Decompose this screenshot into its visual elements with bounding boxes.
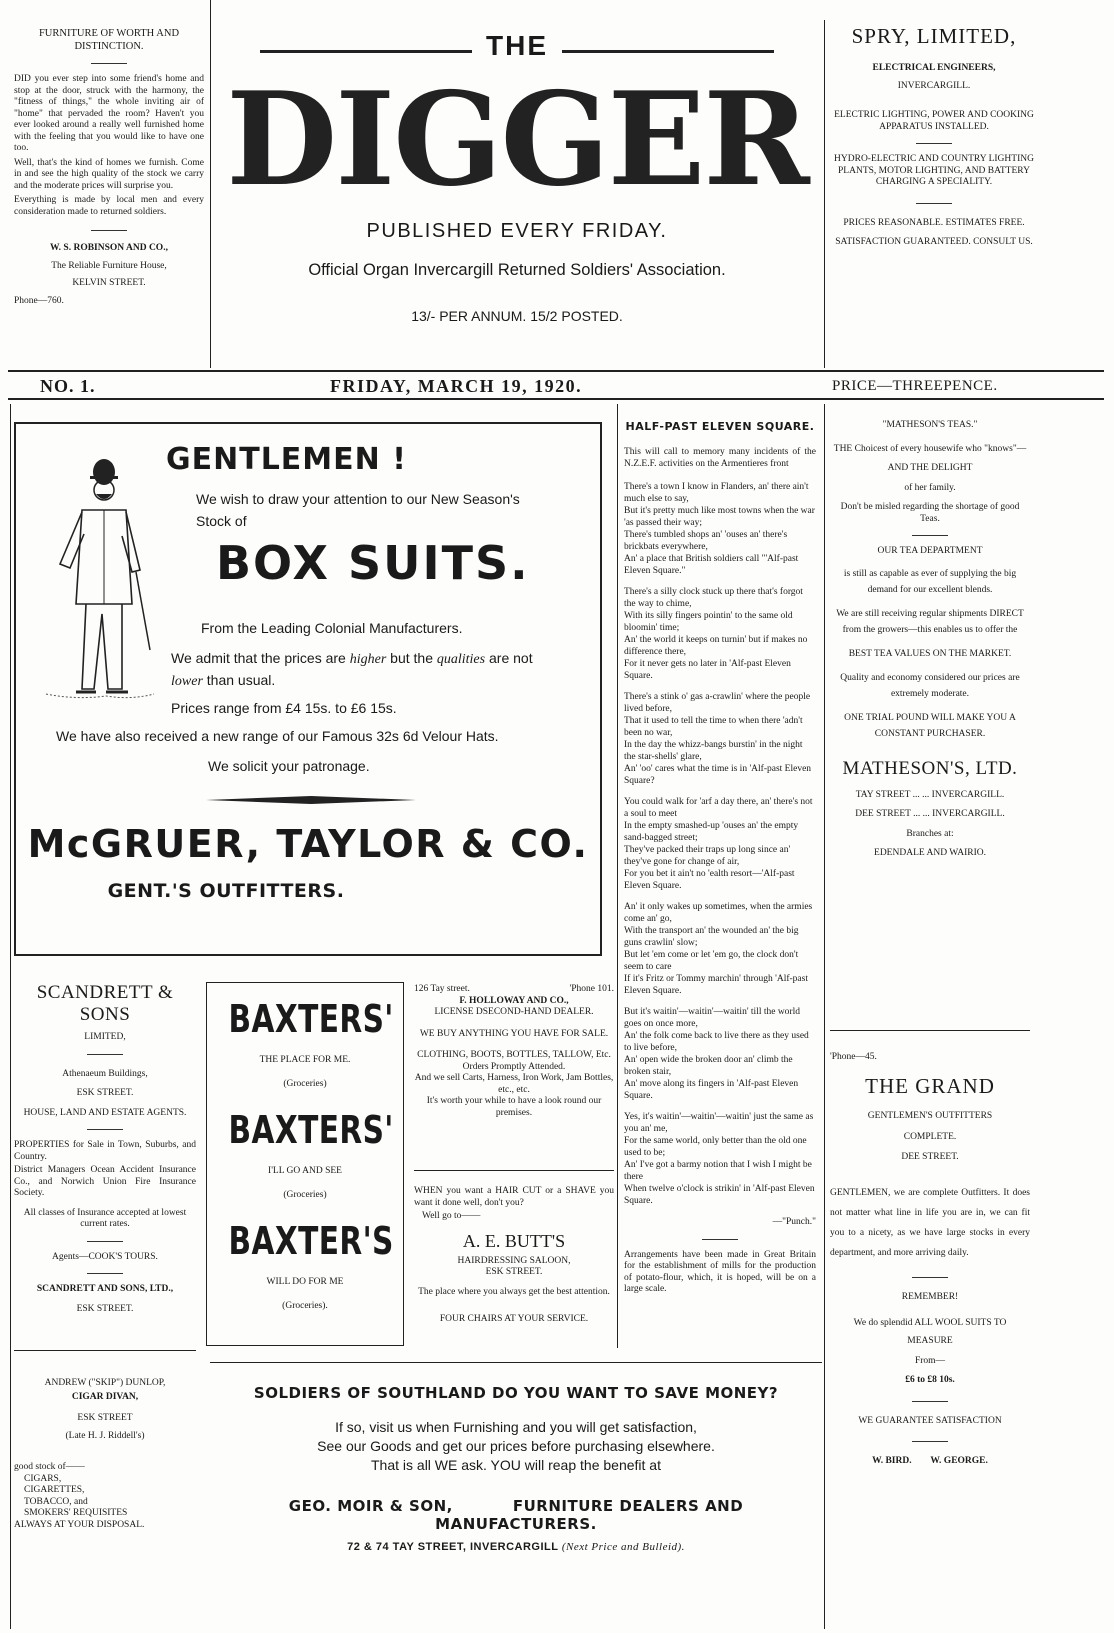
poem-line: When twelve o'clock is strikin' in 'Alf-past Eleven Square.: [624, 1184, 815, 1206]
grand-names: W. BIRD. W. GEORGE.: [872, 1456, 988, 1466]
furniture-phone: Phone—760.: [14, 295, 64, 306]
poem-credit: —"Punch.": [772, 1217, 816, 1227]
poem-line: There's tumbled shops an' 'ouses an' there's brickbats everywhere,: [624, 530, 788, 552]
poem-body: [624, 482, 816, 1207]
spry-p1: ELECTRIC LIGHTING, POWER AND COOKING APPARATUS INSTALLED.: [834, 110, 1034, 132]
spry-p2: HYDRO-ELECTRIC AND COUNTRY LIGHTING PLANTS, MOTOR LIGHTING, AND BATTERY CHARGING A SPECIALITY.: [834, 154, 1034, 187]
scandrett-p3: All classes of Insurance accepted at lowest current rates.: [23, 1207, 187, 1229]
mcgruer-line1: We wish to draw your attention to our New Season's Stock of: [196, 491, 520, 529]
baxters-groceries-3: (Groceries).: [282, 1300, 328, 1311]
grand-remember: REMEMBER!: [901, 1292, 959, 1302]
masthead-the: THE: [472, 30, 562, 61]
grand-guarantee: WE GUARANTEE SATISFACTION: [858, 1415, 1002, 1426]
poem-stanza: [624, 1112, 816, 1207]
masthead-price: 13/- PER ANNUM. 15/2 POSTED.: [411, 308, 623, 324]
poem-stanza: [624, 1007, 816, 1102]
section-rule: [414, 1170, 614, 1171]
poem-line: For it never gets no later in 'Alf-past Eleven Square.: [624, 659, 791, 681]
furniture-heading: FURNITURE OF WORTH AND DISTINCTION.: [38, 28, 180, 52]
grand-ad: [830, 1052, 1030, 1468]
mcgruer-firm: McGRUER, TAYLOR & CO.: [27, 822, 589, 866]
grand-p2: We do splendid ALL WOOL SUITS TO MEASURE: [853, 1317, 1007, 1346]
butt-sub: HAIRDRESSING SALOON,: [457, 1255, 571, 1266]
matheson-p8: BEST TEA VALUES ON THE MARKET.: [848, 648, 1012, 659]
mcgruer-line3: We admit that the prices are higher but the qualities are not lower than usual.: [171, 650, 533, 689]
mcgruer-line2: From the Leading Colonial Manufacturers.: [201, 620, 463, 636]
baxters-tag-1: THE PLACE FOR ME.: [259, 1055, 351, 1065]
butt-street: ESK STREET.: [485, 1267, 543, 1277]
spry-sub: ELECTRICAL ENGINEERS,: [872, 63, 996, 73]
poem-line: With the transport an' the wounded an' the big guns crawlin' slow;: [624, 926, 799, 948]
moir-l1: If so, visit us when Furnishing and you will get satisfaction,: [335, 1419, 697, 1435]
matheson-firm: MATHESON'S, LTD.: [842, 757, 1018, 779]
poem-line: An' a place that British soldiers call "'Alf-past Eleven Square.": [624, 554, 799, 576]
poem-stanza: [624, 797, 816, 892]
mcgruer-heading: GENTLEMEN !: [166, 442, 407, 477]
poem-line: But let 'em come or let 'em go, the clock don't seem to care: [624, 950, 799, 972]
matheson-p1: THE Choicest of every housewife who "knows"—: [833, 443, 1027, 454]
poem-stanza: [624, 902, 816, 997]
grand-sub: GENTLEMEN'S OUTFITTERS: [867, 1110, 993, 1121]
grand-sub2: COMPLETE.: [903, 1132, 957, 1142]
butt-p4: FOUR CHAIRS AT YOUR SERVICE.: [439, 1314, 589, 1324]
col-rule: [824, 404, 825, 1629]
scandrett-street2: ESK STREET.: [76, 1303, 134, 1314]
ornament-rule-icon: [206, 794, 416, 806]
butt-p1: WHEN you want a HAIR CUT or a SHAVE you want it done well, don't you?: [414, 1186, 614, 1208]
poem-stanza: [624, 692, 816, 787]
poem-title: HALF-PAST ELEVEN SQUARE.: [625, 420, 815, 433]
matheson-addr2: DEE STREET ... ... INVERCARGILL.: [855, 809, 1005, 819]
matheson-p10: ONE TRIAL POUND WILL MAKE YOU A CONSTANT PURCHASER.: [844, 712, 1016, 739]
poem-stanza: [624, 587, 816, 682]
poem-line: That it used to tell the time to when there 'adn't been no war,: [624, 716, 803, 738]
section-rule: [14, 1350, 196, 1351]
mcgruer-product: BOX SUITS.: [216, 536, 530, 590]
matheson-p6: is still as capable as ever of supplying the big demand for our excellent blends.: [843, 568, 1017, 595]
butt-p2: Well go to——: [422, 1211, 481, 1221]
poem-line: For the same world, only better than the old one used to be;: [624, 1136, 807, 1158]
poem-line: There's a town I know in Flanders, an' there ain't much else to say,: [624, 482, 809, 504]
poem-line: They've packed their traps up long since an' they've gone for change of air,: [624, 845, 791, 867]
poem-stanza: [624, 482, 816, 577]
matheson-p5: OUR TEA DEPARTMENT: [877, 546, 983, 556]
poem-line: An' 'oo' cares what the time is in 'Alf-past Eleven Square?: [624, 764, 812, 786]
matheson-addr1: TAY STREET ... ... INVERCARGILL.: [855, 789, 1005, 800]
matheson-ad: [830, 420, 1030, 860]
dunlop-heading: ANDREW ("SKIP") DUNLOP,: [44, 1378, 166, 1388]
spry-p4: SATISFACTION GUARANTEED. CONSULT US.: [835, 237, 1033, 247]
scandrett-heading: SCANDRETT & SONS: [36, 982, 174, 1025]
baxters-tag-3: WILL DO FOR ME: [266, 1277, 344, 1287]
issue-number: NO. 1.: [40, 376, 96, 396]
mcgruer-line5: We have also received a new range of our Famous 32s 6d Velour Hats.: [56, 728, 499, 744]
poem-line: An' move along its fingers in 'Alf-past Eleven Square.: [624, 1079, 799, 1101]
poem-line: There's a silly clock stuck up there that's forgot the way to chime,: [624, 587, 803, 609]
poem-line: In the empty smashed-up 'ouses an' the empty sand-bagged street;: [624, 821, 799, 843]
masthead: [220, 30, 814, 324]
matheson-branches: Branches at:: [906, 828, 954, 839]
holloway-p5: It's worth your while to have a look round our premises.: [426, 1096, 602, 1118]
butt-p3: The place where you always get the best attention.: [418, 1286, 610, 1297]
spry-town: INVERCARGILL.: [897, 80, 971, 91]
masthead-published: PUBLISHED EVERY FRIDAY.: [366, 220, 668, 242]
furniture-tagline: The Reliable Furniture House,: [51, 260, 167, 271]
scandrett-p1: PROPERTIES for Sale in Town, Suburbs, and Country.: [14, 1140, 196, 1162]
section-rule: [210, 1362, 822, 1363]
poem-line: For you bet it ain't no 'ealth resort—'Alf-past Eleven Square.: [624, 869, 795, 891]
butt-ad: [414, 1186, 614, 1326]
matheson-p7: We are still receiving regular shipments DIRECT from the growers—this enables us to offer the: [836, 608, 1024, 635]
poem-line: An' I've got a barmy notion that I wish I might be there: [624, 1160, 812, 1182]
dunlop-item: CIGARS,: [24, 1473, 62, 1484]
grand-street: DEE STREET.: [901, 1151, 959, 1162]
matheson-p4: Don't be misled regarding the shortage of good Teas.: [840, 502, 1020, 524]
masthead-organ: Official Organ Invercargill Returned Soldiers' Association.: [308, 261, 726, 279]
scandrett-ltd: LIMITED,: [84, 1032, 126, 1042]
matheson-branch-list: EDENDALE AND WAIRIO.: [874, 848, 986, 858]
poem-line: An' open wide the broken door an' climb the broken stair,: [624, 1055, 793, 1077]
moir-firm: GEO. MOIR & SON,: [288, 1497, 453, 1515]
poem-line: An' it only wakes up sometimes, when the armies come an' go,: [624, 902, 813, 924]
furniture-street: KELVIN STREET.: [72, 278, 146, 288]
baxters-groceries-2: (Groceries): [283, 1189, 327, 1200]
furniture-body-3: Everything is made by local men and every consideration made to returned soldiers.: [14, 195, 204, 217]
holloway-firm: F. HOLLOWAY AND CO.,: [459, 995, 569, 1006]
baxters-name-3: BAXTER'S: [228, 1219, 394, 1263]
baxters-groceries-1: (Groceries): [283, 1078, 327, 1089]
moir-ad: [210, 1384, 822, 1553]
header-rule-bottom: [8, 398, 1104, 400]
furniture-firm: W. S. ROBINSON AND CO.,: [50, 243, 168, 253]
scandrett-agents: HOUSE, LAND AND ESTATE AGENTS.: [23, 1107, 187, 1118]
dunlop-ad: [14, 1378, 196, 1531]
furniture-body: DID you ever step into some friend's home and stop at the door, struck with the harmony, the "fitness of things," the whole inviting air of "home" that pervaded the room? Haven't you ever looked around a really well furnished home with the feeling that you would like to have one too.: [14, 74, 204, 153]
holloway-p4: And we sell Carts, Harness, Iron Work, Jam Bottles, etc., etc.: [414, 1073, 614, 1095]
poem-intro: This will call to memory many incidents of the N.Z.E.F. activities on the Armentieres front: [624, 447, 816, 469]
baxters-tag-2: I'LL GO AND SEE: [268, 1166, 342, 1176]
holloway-sub: LICENSE DSECOND-HAND DEALER.: [434, 1007, 594, 1017]
baxters-ad: [206, 982, 404, 1346]
baxters-name-2: BAXTERS': [228, 1108, 394, 1152]
matheson-heading: "MATHESON'S TEAS.": [882, 420, 978, 430]
holloway-phone: 'Phone 101.: [569, 984, 614, 994]
grand-phone: 'Phone—45.: [830, 1052, 877, 1062]
furniture-ad: [14, 28, 204, 307]
poem-note: Arrangements have been made in Great Britain for the establishment of mills for the production of potato-flour, which, it is hoped, will be on a large scale.: [624, 1249, 816, 1294]
scandrett-firm: SCANDRETT AND SONS, LTD.,: [36, 1284, 174, 1294]
scandrett-p2: District Managers Ocean Accident Insurance Co., and Norwich Union Fire Insurance Society.: [14, 1165, 196, 1198]
dunlop-p1: good stock of——: [14, 1462, 85, 1472]
dunlop-item: CIGARETTES,: [24, 1485, 85, 1495]
moir-heading: SOLDIERS OF SOUTHLAND DO YOU WANT TO SAVE MONEY?: [253, 1384, 779, 1402]
grand-price: £6 to £8 10s.: [905, 1375, 955, 1385]
mcgruer-line4: Prices range from £4 15s. to £6 15s.: [171, 700, 397, 716]
moir-l2: See our Goods and get our prices before purchasing elsewhere.: [317, 1438, 715, 1454]
furniture-body-2: Well, that's the kind of homes we furnish. Come in and see the high quality of the stock we carry and the moderate prices will surprise you.: [14, 157, 204, 191]
poem-line: Yes, it's waitin'—waitin'—waitin' just the same as you an' me,: [624, 1112, 814, 1134]
holloway-p2: CLOTHING, BOOTS, BOTTLES, TALLOW, Etc.: [417, 1050, 611, 1060]
dunlop-sub: CIGAR DIVAN,: [71, 1391, 139, 1402]
poem-line: There's a stink o' gas a-crawlin' where the people lived before,: [624, 692, 811, 714]
masthead-title: DIGGER: [226, 65, 808, 215]
moir-addr-note: (Next Price and Bulleid).: [561, 1541, 685, 1553]
poem-line: In the day the whizz-bangs burstin' in the night the star-shells' glare,: [624, 740, 803, 762]
dunlop-p2: ALWAYS AT YOUR DISPOSAL.: [14, 1519, 145, 1530]
poem-line: An' the folk come back to live there as they used to live before,: [624, 1031, 809, 1053]
moir-trade: FURNITURE DEALERS AND MANUFACTURERS.: [435, 1497, 744, 1533]
scandrett-p4: Agents—COOK'S TOURS.: [52, 1251, 158, 1262]
col-rule: [617, 404, 618, 1348]
spry-ad: [832, 24, 1036, 249]
poem-column: [624, 420, 816, 1296]
baxters-name-1: BAXTERS': [228, 997, 394, 1041]
poem-line: But it's waitin'—waitin'—waitin' till the world goes on once more,: [624, 1007, 800, 1029]
section-rule: [830, 1030, 1030, 1031]
butt-firm: A. E. BUTT'S: [462, 1230, 566, 1251]
matheson-p3: of her family.: [904, 482, 956, 493]
matheson-p2: AND THE DELIGHT: [887, 463, 973, 473]
mcgruer-ad: [14, 422, 602, 956]
moir-addr: 72 & 74 TAY STREET, INVERCARGILL: [347, 1541, 559, 1553]
col-rule: [824, 20, 825, 368]
poem-line: You could walk for 'arf a day there, an' there's not a soul to meet: [624, 797, 813, 819]
issue-date: FRIDAY, MARCH 19, 1920.: [330, 376, 583, 396]
spry-p3: PRICES REASONABLE. ESTIMATES FREE.: [843, 217, 1025, 228]
poem-line: An' the world it keeps on turnin' but if makes no difference there,: [624, 635, 808, 657]
grand-from: From—: [914, 1355, 946, 1366]
poem-line: If it's Fritz or Tommy marchin' through 'Alf-past Eleven Square.: [624, 974, 808, 996]
matheson-p9: Quality and economy considered our prices are extremely moderate.: [840, 672, 1020, 699]
holloway-p3: Orders Promptly Attended.: [462, 1061, 566, 1072]
mcgruer-line6: We solicit your patronage.: [208, 758, 370, 774]
grand-heading: THE GRAND: [865, 1073, 995, 1098]
spry-heading: SPRY, LIMITED,: [851, 24, 1017, 48]
dunlop-item: TOBACCO, and: [24, 1496, 88, 1507]
grand-p1: GENTLEMEN, we are complete Outfitters. It does not matter what line in life you are in, we can fit you to a nicety, as we have large stocks in every department, and more arriving daily.: [830, 1188, 1030, 1258]
col-rule: [10, 404, 11, 1629]
issue-price: PRICE—THREEPENCE.: [832, 378, 998, 394]
scandrett-street: ESK STREET.: [76, 1088, 134, 1098]
holloway-p1: WE BUY ANYTHING YOU HAVE FOR SALE.: [419, 1028, 609, 1039]
dunlop-items: [14, 1474, 196, 1520]
holloway-addr: 126 Tay street.: [414, 984, 470, 994]
col-rule: [210, 0, 211, 368]
holloway-ad: [414, 984, 614, 1119]
header-rule-top: [8, 370, 1104, 372]
mcgruer-trade: GENT.'S OUTFITTERS.: [107, 880, 345, 902]
gentleman-illustration-icon: [36, 454, 156, 704]
dunlop-street: ESK STREET: [77, 1413, 133, 1423]
poem-line: With its silly fingers pointin' to the same old bloomin' time;: [624, 611, 793, 633]
scandrett-ad: [14, 982, 196, 1315]
scandrett-bldg: Athenaeum Buildings,: [62, 1068, 148, 1079]
poem-line: But it's pretty much like most towns when the war 'as passed their way;: [624, 506, 815, 528]
moir-l3: That is all WE ask. YOU will reap the benefit at: [371, 1457, 661, 1473]
dunlop-late: (Late H. J. Riddell's): [65, 1430, 145, 1441]
dunlop-item: SMOKERS' REQUISITES: [24, 1508, 128, 1518]
